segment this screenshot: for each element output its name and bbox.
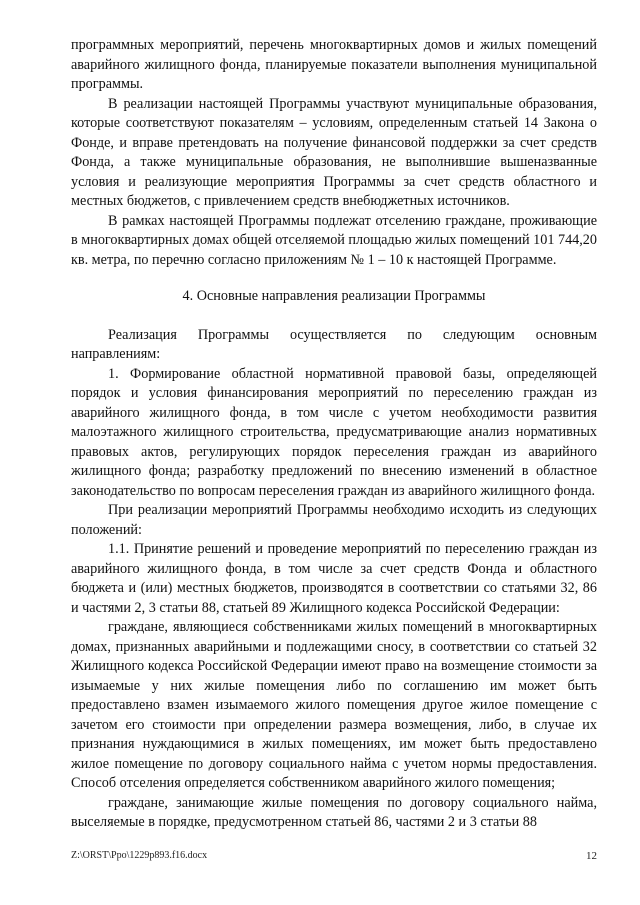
paragraph-participants: В реализации настоящей Программы участвуют муниципальные образования, которые соответствуют показателям – условиям, определенным статьей 14 Закона о Фонде, и вправе претендовать на получение финансовой поддержки за счет средств Фонда, а также муниципальные образования, не выполнившие вышеназванные условия и реализующие мероприятия Программы за счет средств областного и местных бюджетов, с привлечением средств внебюджетных источников.: [71, 95, 597, 209]
page-number: 12: [586, 850, 597, 862]
section-heading: 4. Основные направления реализации Программы: [182, 288, 486, 304]
paragraph-provisions-intro: При реализации мероприятий Программы необходимо исходить из следующих положений:: [71, 502, 597, 538]
file-path: Z:\ORST\Ppo\1229p893.f16.docx: [71, 850, 208, 861]
paragraph-tenants: граждане, занимающие жилые помещения по договору социального найма, выселяемые в порядке, предусмотренном статьей 86, частями 2 и 3 статьи 88: [71, 794, 597, 830]
paragraph-resettlement-scope: В рамках настоящей Программы подлежат отселению граждане, проживающие в многоквартирных домах общей отселяемой площадью жилых помещений 101 744,20 кв. метра, по перечню согласно приложениям № 1 – 10 к настоящей Программе.: [71, 212, 597, 268]
paragraph-owners: граждане, являющиеся собственниками жилых помещений в многоквартирных домах, признанных аварийными и подлежащими сносу, в соответствии со статьей 32 Жилищного кодекса Российской Федерации имеют право на возмещение стоимости за изымаемые у них жилые помещения либо по соглашению им может быть предоставлено взамен изымаемого жилого помещения другое жилое помещение с зачетом его стоимости при определении размера возмещения, либо, в случае их признания нуждающимися в жилых помещениях, им может быть предоставлено жилое помещение по договору социального найма с учетом нормы предоставления. Способ отселения определяется собственником аварийного жилого помещения;: [71, 619, 597, 791]
paragraph-provision-1-1: 1.1. Принятие решений и проведение мероприятий по переселению граждан из аварийного жилищного фонда, в том числе за счет средств Фонда и областного бюджета и (или) местных бюджетов, производятся в соответствии со статьями 32, 86 и частями 2, 3 статьи 88, статьей 89 Жилищного кодекса Российской Федерации:: [71, 541, 597, 616]
paragraph-continuation: программных мероприятий, перечень многоквартирных домов и жилых помещений аварийного жилищного фонда, планируемые показатели выполнения муниципальной программы.: [71, 37, 597, 92]
paragraph-direction-1: 1. Формирование областной нормативной правовой базы, определяющей порядок и условия финансирования мероприятий по переселению граждан из аварийного жилищного фонда, в том числе с учетом необходимости развития малоэтажного жилищного строительства, предусматривающие анализ нормативных правовых актов, регулирующих порядок переселения граждан из аварийного жилищного фонда; разработку предложений по внесению изменений в областное законодательство по вопросам переселения граждан из аварийного жилищного фонда.: [71, 365, 597, 499]
document-body: [71, 36, 597, 833]
paragraph-directions-intro: Реализация Программы осуществляется по следующим основным направлениям:: [71, 326, 597, 362]
